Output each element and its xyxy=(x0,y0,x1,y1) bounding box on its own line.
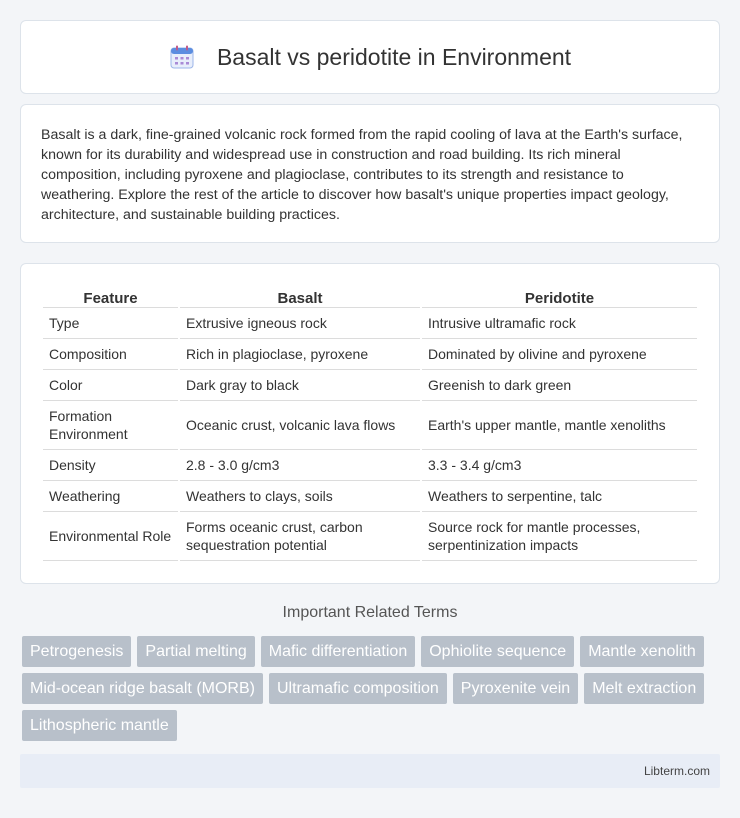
header-card xyxy=(20,20,720,94)
table-row xyxy=(43,339,697,370)
related-term-tag[interactable]: Melt extraction xyxy=(584,673,704,704)
table-header-row xyxy=(43,286,697,308)
table-row xyxy=(43,512,697,561)
table-cell-peridotite: 3.3 - 3.4 g/cm3 xyxy=(422,450,697,481)
page-title: Basalt vs peridotite in Environment xyxy=(216,43,572,70)
column-header-basalt: Basalt xyxy=(180,286,420,308)
related-term-tag[interactable]: Mafic differentiation xyxy=(261,636,415,667)
table-cell-basalt: Rich in plagioclase, pyroxene xyxy=(180,339,420,370)
table-row xyxy=(43,370,697,401)
calendar-icon xyxy=(169,44,195,70)
table-cell-feature: Weathering xyxy=(43,481,178,512)
table-cell-peridotite: Weathers to serpentine, talc xyxy=(422,481,697,512)
table-cell-peridotite: Dominated by olivine and pyroxene xyxy=(422,339,697,370)
related-term-tag[interactable]: Ophiolite sequence xyxy=(421,636,574,667)
table-cell-basalt: Oceanic crust, volcanic lava flows xyxy=(180,401,420,450)
comparison-table-card xyxy=(20,263,720,584)
table-cell-peridotite: Source rock for mantle processes, serpentinization impacts xyxy=(422,512,697,561)
related-term-tag[interactable]: Mid-ocean ridge basalt (MORB) xyxy=(22,673,263,704)
table-cell-feature: Density xyxy=(43,450,178,481)
table-cell-basalt: Forms oceanic crust, carbon sequestration potential xyxy=(180,512,420,561)
footer-site-link[interactable]: Libterm.com xyxy=(643,764,710,778)
related-term-tag[interactable]: Petrogenesis xyxy=(22,636,131,667)
intro-paragraph: Basalt is a dark, fine-grained volcanic rock formed from the rapid cooling of lava at the Earth's surface, known for its durability and widespread use in construction and road building. Its rich mineral composition, including pyroxene and plagioclase, contributes to its strength and resistance to weathering. Explore the rest of the article to discover how basalt's unique properties impact geology, architecture, and sustainable building practices. xyxy=(41,127,683,223)
column-header-peridotite: Peridotite xyxy=(422,286,697,308)
intro-card xyxy=(20,104,720,243)
table-cell-basalt: Weathers to clays, soils xyxy=(180,481,420,512)
table-cell-basalt: 2.8 - 3.0 g/cm3 xyxy=(180,450,420,481)
table-cell-feature: Environmental Role xyxy=(43,512,178,561)
related-term-tag[interactable]: Ultramafic composition xyxy=(269,673,447,704)
table-row xyxy=(43,450,697,481)
table-cell-basalt: Dark gray to black xyxy=(180,370,420,401)
table-cell-feature: Color xyxy=(43,370,178,401)
table-cell-peridotite: Greenish to dark green xyxy=(422,370,697,401)
related-terms-list xyxy=(22,636,722,741)
table-cell-peridotite: Earth's upper mantle, mantle xenoliths xyxy=(422,401,697,450)
related-term-tag[interactable]: Lithospheric mantle xyxy=(22,710,177,741)
table-cell-peridotite: Intrusive ultramafic rock xyxy=(422,308,697,339)
comparison-table xyxy=(41,286,699,561)
related-term-tag[interactable]: Mantle xenolith xyxy=(580,636,704,667)
related-term-tag[interactable]: Pyroxenite vein xyxy=(453,673,578,704)
table-row xyxy=(43,481,697,512)
table-cell-basalt: Extrusive igneous rock xyxy=(180,308,420,339)
related-terms-heading: Important Related Terms xyxy=(282,604,458,621)
related-term-tag[interactable]: Partial melting xyxy=(137,636,254,667)
table-cell-feature: Type xyxy=(43,308,178,339)
footer xyxy=(20,754,720,788)
table-cell-feature: Formation Environment xyxy=(43,401,178,450)
table-cell-feature: Composition xyxy=(43,339,178,370)
table-row xyxy=(43,308,697,339)
column-header-feature: Feature xyxy=(43,286,178,308)
table-row xyxy=(43,401,697,450)
